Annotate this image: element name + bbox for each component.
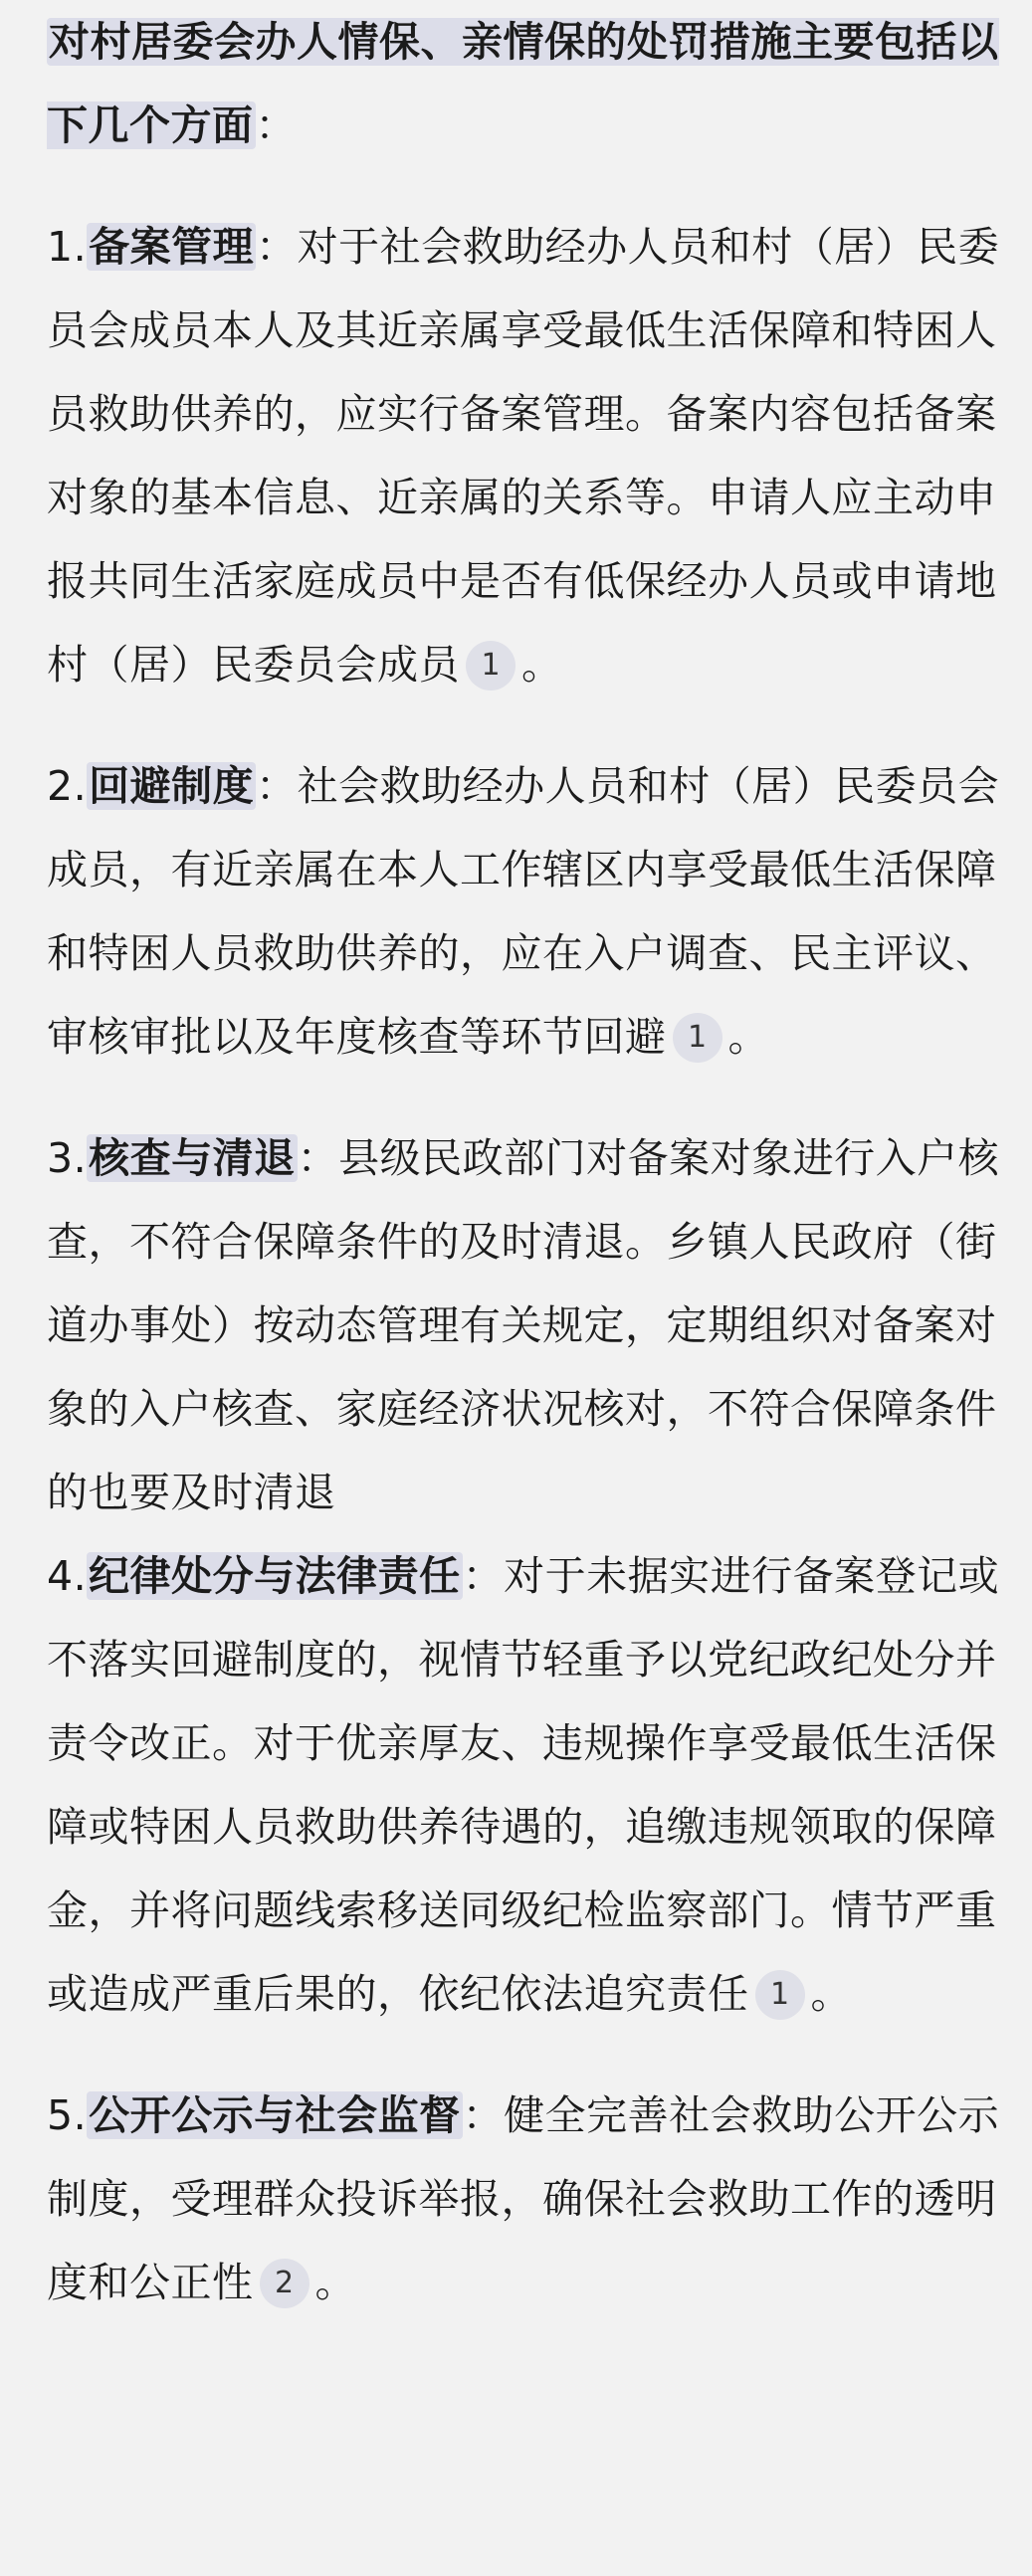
list-item-5 xyxy=(47,2074,1000,2324)
intro-block xyxy=(47,0,1000,167)
item-end: 。 xyxy=(727,1013,769,1061)
item-colon: ： xyxy=(462,1552,505,1600)
item-colon: ： xyxy=(256,223,298,271)
citation-badge[interactable]: 1 xyxy=(673,1013,722,1063)
intro-highlight: 对村居委会办人情保、亲情保的处罚措施主要包括以下几个方面 xyxy=(47,18,999,149)
item-number: 2. xyxy=(47,762,88,810)
item-end: 。 xyxy=(314,2259,356,2306)
list-item-2 xyxy=(47,744,1000,1079)
item-colon: ： xyxy=(462,2091,505,2139)
citation-badge[interactable]: 1 xyxy=(466,641,516,691)
intro-paragraph xyxy=(47,0,1000,167)
item-number: 3. xyxy=(47,1134,88,1182)
item-title: 核查与清退 xyxy=(89,1134,296,1182)
item-body: 对于社会救助经办人员和村（居）民委员会成员本人及其近亲属享受最低生活保障和特困人员救助供养的，应实行备案管理。备案内容包括备案对象的基本信息、近亲属的关系等。申请人应主动申报共同生活家庭成员中是否有低保经办人员或申请地村（居）民委员会成员 xyxy=(47,223,1000,689)
item-colon: ： xyxy=(256,762,298,810)
item-title: 回避制度 xyxy=(89,762,255,810)
item-end: 。 xyxy=(521,641,563,689)
item-body: 健全完善社会救助公开公示制度，受理群众投诉举报，确保社会救助工作的透明度和公正性 xyxy=(47,2091,1000,2306)
item-number: 1. xyxy=(47,223,88,271)
intro-suffix: ： xyxy=(255,101,297,149)
item-end: 。 xyxy=(810,1970,852,2018)
item-title: 纪律处分与法律责任 xyxy=(89,1552,461,1600)
list-item-1 xyxy=(47,205,1000,706)
citation-badge[interactable]: 2 xyxy=(260,2259,310,2308)
item-number: 5. xyxy=(47,2091,88,2139)
item-body: 对于未据实进行备案登记或不落实回避制度的，视情节轻重予以党纪政纪处分并责令改正。对于优亲厚友、违规操作享受最低生活保障或特困人员救助供养待遇的，追缴违规领取的保障金，并将问题线索移送同级纪检监察部门。情节严重或造成严重后果的，依纪依法追究责任 xyxy=(47,1552,1000,2018)
item-body: 县级民政部门对备案对象进行入户核查，不符合保障条件的及时清退。乡镇人民政府（街道办事处）按动态管理有关规定，定期组织对备案对象的入户核查、家庭经济状况核对，不符合保障条件的也要及时清退 xyxy=(47,1134,1000,1516)
item-body: 社会救助经办人员和村（居）民委员会成员，有近亲属在本人工作辖区内享受最低生活保障和特困人员救助供养的，应在入户调查、民主评议、审核审批以及年度核查等环节回避 xyxy=(47,762,1000,1061)
list-item-4 xyxy=(47,1534,1000,2036)
item-number: 4. xyxy=(47,1552,88,1600)
item-colon: ： xyxy=(297,1134,339,1182)
citation-badge[interactable]: 1 xyxy=(755,1970,805,2020)
item-title: 备案管理 xyxy=(89,223,255,271)
list-item-3 xyxy=(47,1116,1000,1534)
item-title: 公开公示与社会监督 xyxy=(89,2091,461,2139)
